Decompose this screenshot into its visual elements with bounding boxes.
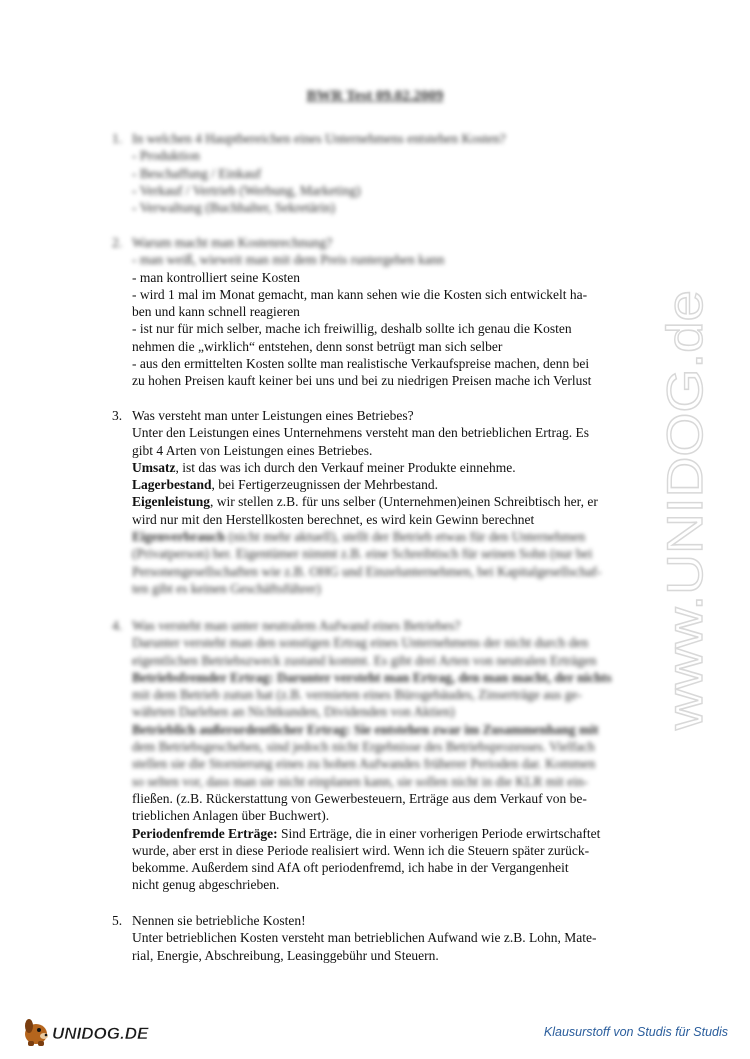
document-title: BWR Test 09.02.2009 (306, 88, 444, 104)
answer-line: währten Darlehen an Nichtkunden, Dividenden von Aktien) (132, 704, 455, 720)
answer-line: eigentlichen Betriebszweck zustand kommt. Es gibt drei Arten von neutralen Erträgen (132, 652, 597, 668)
term-umsatz: Umsatz (132, 459, 176, 475)
answer-line: fließen. (z.B. Rückerstattung von Gewerbesteuern, Erträge aus dem Verkauf von be- (132, 790, 587, 806)
term-eigenverbrauch: Eigenverbrauch (132, 529, 225, 545)
answer-line: - man weiß, wieweit man mit dem Preis runtergehen kann (132, 252, 445, 268)
question-number: 1. (112, 131, 123, 146)
answer-line: Betrieblich außerordentlicher Ertrag: Sie entstehen zwar im Zusammenhang mit (132, 721, 599, 737)
question-text: In welchen 4 Hauptbereichen eines Unternehmens entstehen Kosten? (132, 131, 506, 146)
question-number: 5. (112, 913, 123, 928)
answer-line: gibt 4 Arten von Leistungen eines Betriebes. (132, 442, 373, 458)
answer-line: Darunter versteht man den sonstigen Ertrag eines Unternehmens der nicht durch den (132, 635, 589, 651)
answer-line: zu hohen Preisen kauft keiner bei uns und bei zu niedrigen Preisen mache ich Verlust (132, 373, 592, 389)
term-text: , wir stellen z.B. für uns selber (Unternehmen)einen Schreibtisch her, er (210, 494, 598, 510)
answer-line: nehmen die „wirklich“ entstehen, denn sonst betrügt man sich selber (132, 338, 503, 354)
answer-line: so selten vor, dass man sie nicht einplanen kann, sie sollen nicht in die KLR mit ein- (132, 773, 589, 789)
answer-line: dem Betriebsgeschehen, sind jedoch nicht Ergebnisse des Betriebsprozesses. Vielfach (132, 739, 595, 755)
answer-line: Unter den Leistungen eines Unternehmens versteht man den betrieblichen Ertrag. Es (132, 425, 589, 441)
answer-line: mit dem Betrieb zutun hat (z.B. vermieten eines Bürogebäudes, Zinserträge aus ge- (132, 687, 582, 703)
answer-line: (Privatperson) her. Eigentümer nimmt z.B. eine Schreibtisch für seinen Sohn (nur bei (132, 546, 593, 562)
answer-line: - Beschaffung / Einkauf (132, 165, 262, 181)
answer-line: nicht genug abgeschrieben. (132, 877, 280, 893)
answer-line: wird nur mit den Herstellkosten berechnet, es wird kein Gewinn berechnet (132, 511, 535, 527)
answer-line: ten gibt es keinen Geschäftsführer) (132, 580, 321, 596)
answer-line: - aus den ermittelten Kosten sollte man realistische Verkaufspreise machen, denn bei (132, 356, 590, 372)
answer-line (132, 459, 672, 476)
answer-line: bekomme. Außerdem sind AfA oft periodenfremd, ich habe in der Vergangenheit (132, 860, 569, 876)
term-eigenleistung: Eigenleistung (132, 494, 211, 510)
answer-line: - man kontrolliert seine Kosten (132, 269, 300, 285)
question-text: Was versteht man unter neutralem Aufwand eines Betriebes? (132, 618, 461, 633)
answer-line: rial, Energie, Abschreibung, Leasinggebühr und Steuern. (132, 947, 439, 963)
term-periodenfremde-ertraege: Periodenfremde Erträge: (132, 825, 278, 841)
footer-tagline: Klausurstoff von Studis für Studis (543, 1025, 728, 1039)
answer-line: - ist nur für mich selber, mache ich freiwillig, deshalb sollte ich genau die Kosten (132, 321, 572, 337)
answer-line: Personengesellschaften wie z.B. OHG und Einzelunternehmen, bei Kapitalgesellschaf- (132, 563, 602, 579)
term-text: , ist das was ich durch den Verkauf meiner Produkte einnehme. (175, 459, 516, 475)
watermark-text: www.UNIDOG.de (657, 341, 713, 730)
answer-line: Betriebsfremder Ertrag: Darunter versteht man Ertrag, den man macht, der nichts (132, 669, 612, 685)
watermark (640, 280, 730, 740)
question-text: Nennen sie betriebliche Kosten! (132, 913, 306, 928)
question-number: 3. (112, 408, 123, 423)
dog-mascot-icon (25, 1019, 48, 1046)
term-text: , bei Fertigerzeugnissen der Mehrbestand. (211, 477, 438, 493)
question-text: Was versteht man unter Leistungen eines Betriebes? (132, 408, 414, 423)
answer-line: - Produktion (132, 148, 200, 164)
answer-line (132, 528, 672, 545)
term-text: Sind Erträge, die in einer vorherigen Periode erwirtschaftet (277, 825, 601, 841)
answer-line: wurde, aber erst in diese Periode realisiert wird. Wenn ich die Steuern später zurück- (132, 842, 590, 858)
question-text: Warum macht man Kostenrechnung? (132, 235, 333, 250)
answer-line: stellen sie die Stornierung eines zu hohen Aufwandes früherer Perioden dar. Kommen (132, 756, 596, 772)
answer-line: ben und kann schnell reagieren (132, 304, 300, 320)
answer-line: Unter betrieblichen Kosten versteht man betrieblichen Aufwand wie z.B. Lohn, Mate- (132, 930, 597, 946)
logo-text: UNIDOG.DE (52, 1024, 149, 1043)
answer-line (132, 476, 672, 493)
term-text: (nicht mehr aktuell), stellt der Betrieb etwas für den Unternehmen (225, 529, 586, 545)
term-lagerbestand: Lagerbestand (132, 477, 212, 493)
unidog-logo (20, 1012, 160, 1048)
answer-line: trieblichen Anlagen über Buchwert). (132, 808, 330, 824)
answer-line: - Verwaltung (Buchhalter, Sekretärin) (132, 200, 336, 216)
question-number: 2. (112, 235, 123, 250)
answer-line (132, 825, 672, 842)
answer-line: - Verkauf / Vertrieb (Werbung, Marketing) (132, 182, 361, 198)
answer-line (132, 493, 672, 510)
question-number: 4. (112, 618, 123, 633)
answer-line: - wird 1 mal im Monat gemacht, man kann sehen wie die Kosten sich entwickelt ha- (132, 286, 588, 302)
